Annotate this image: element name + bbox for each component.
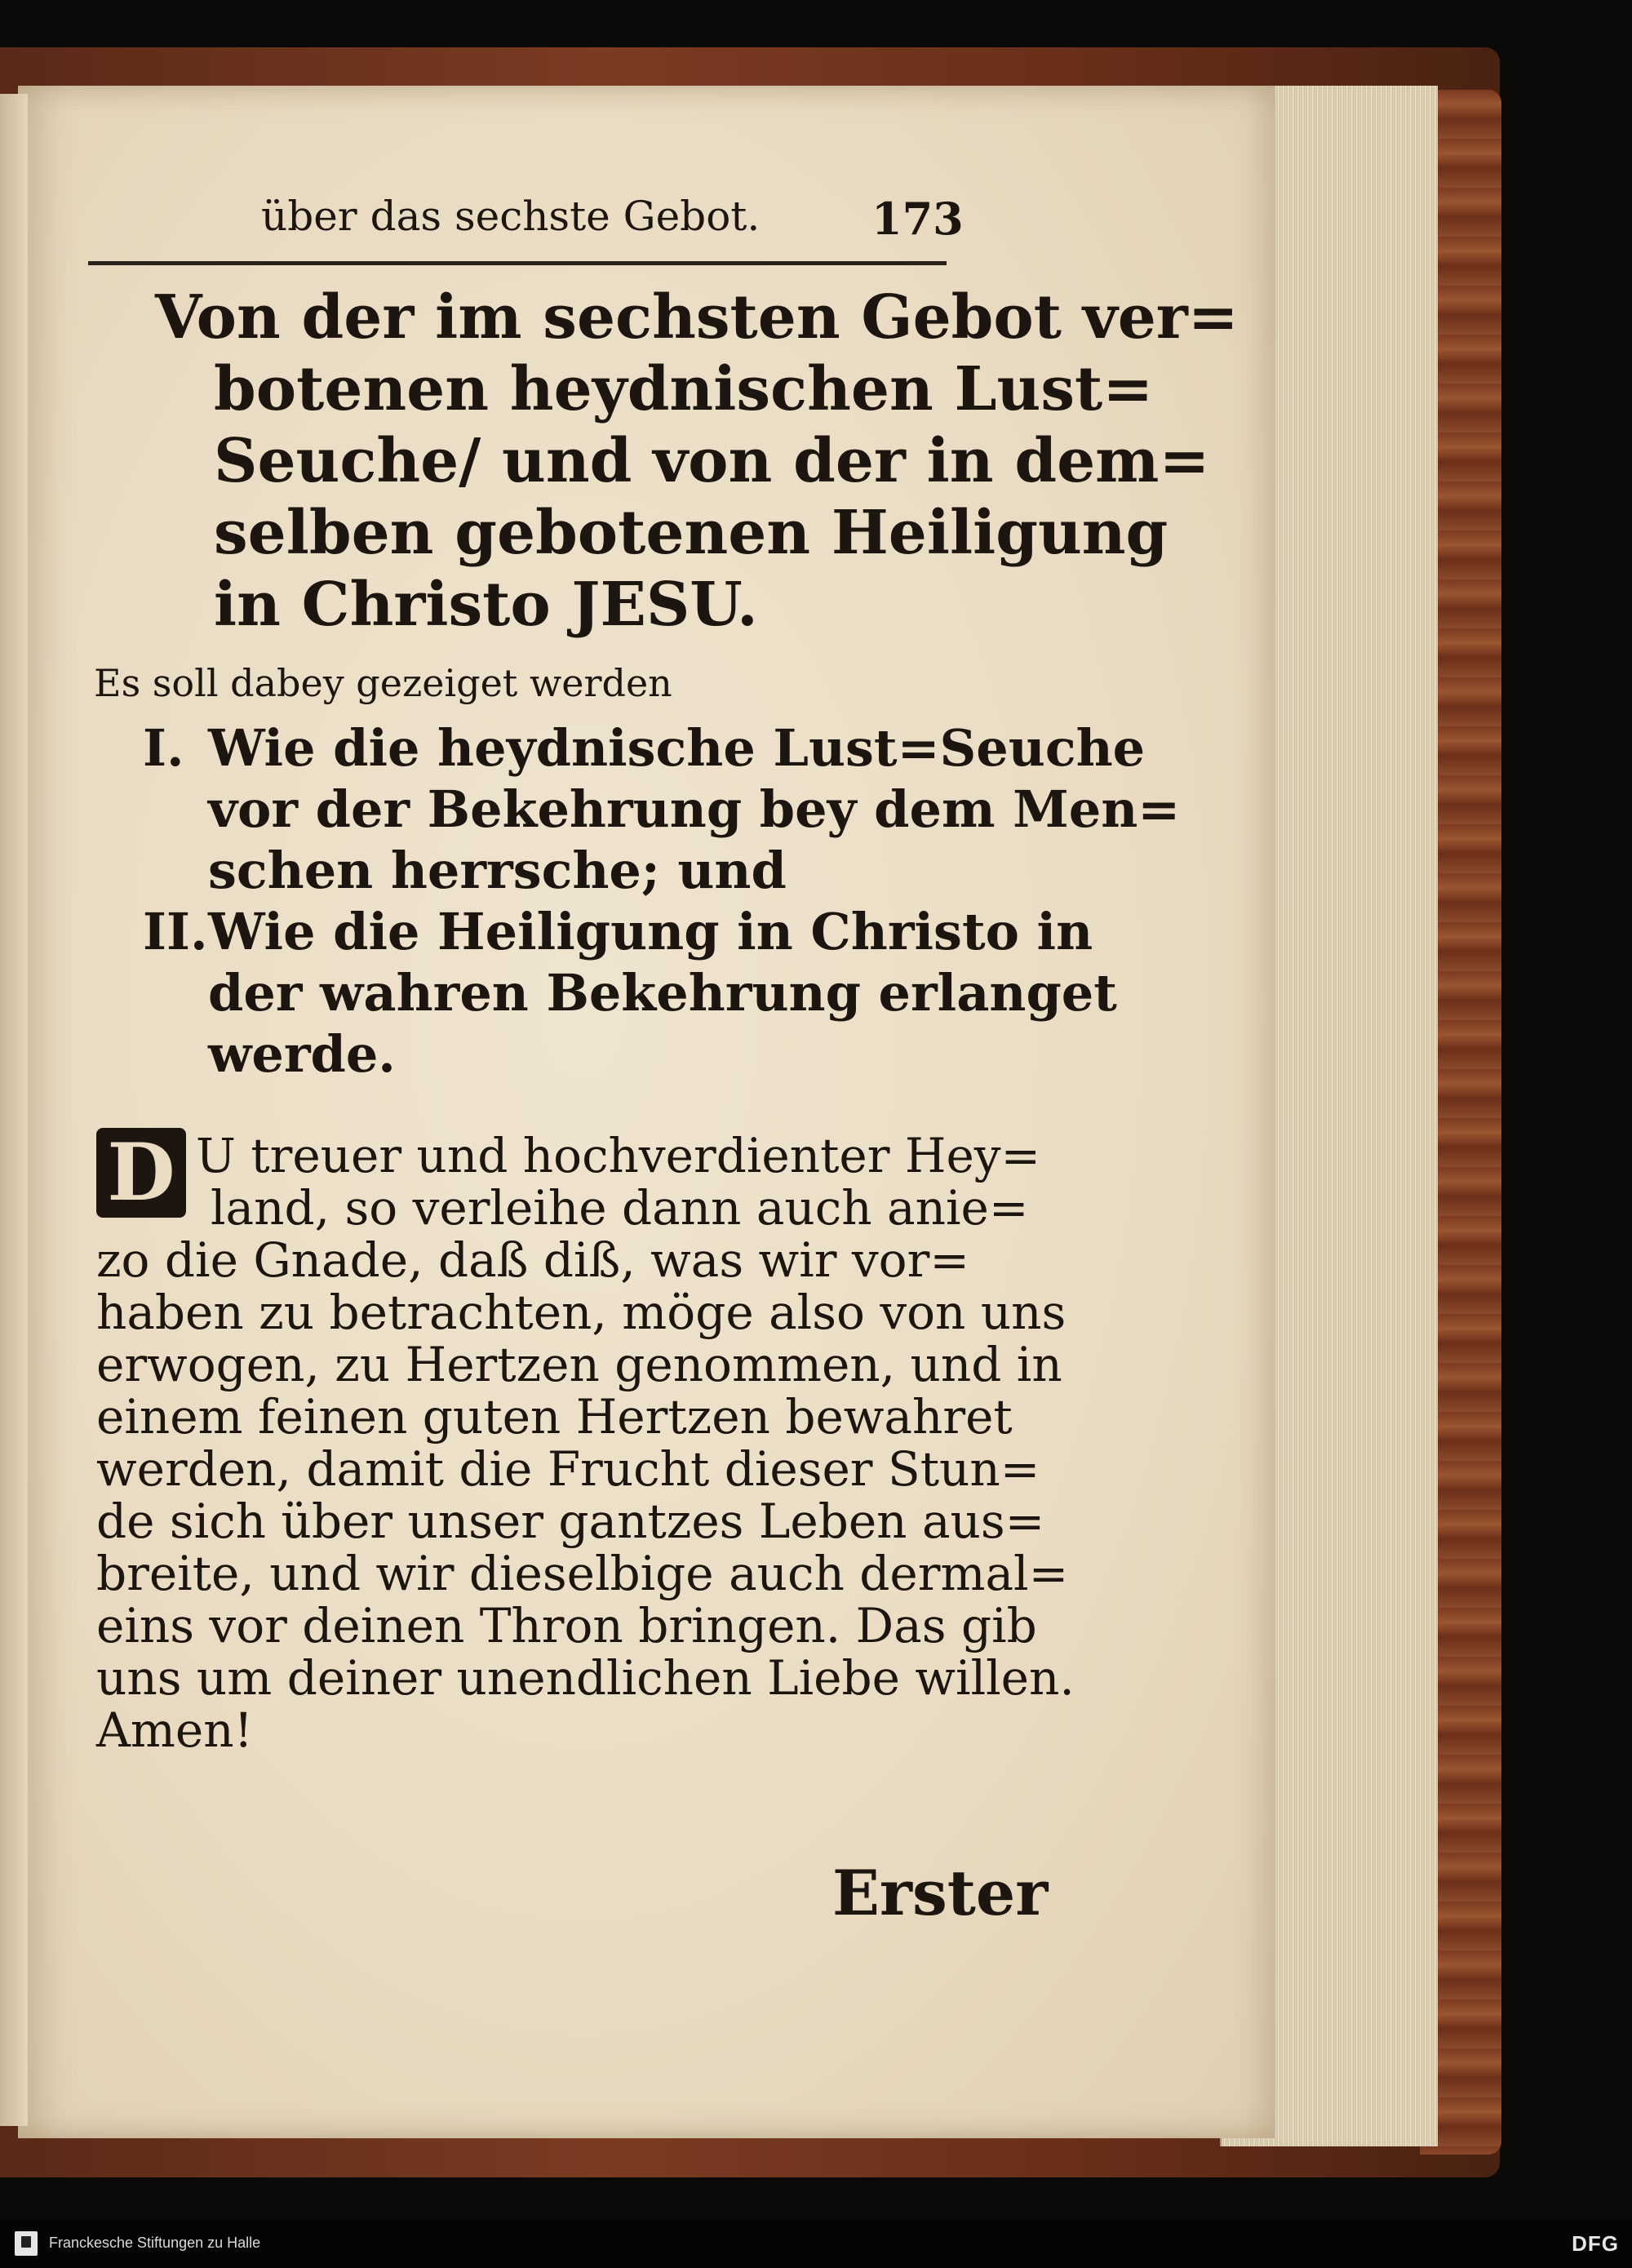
heading-line: botenen heydnischen Lust= xyxy=(214,354,1154,424)
prayer-line: Amen! xyxy=(96,1702,253,1758)
point-line: werde. xyxy=(208,1024,396,1084)
prayer-line: U treuer und hochverdienter Hey= xyxy=(196,1128,1041,1183)
heading-line: Von der im sechsten Gebot ver= xyxy=(155,282,1239,353)
page-number: 173 xyxy=(871,193,964,245)
prayer-line: werden, damit die Frucht dieser Stun= xyxy=(96,1441,1040,1497)
prayer-line: uns um deiner unendlichen Liebe willen. xyxy=(96,1650,1075,1706)
prayer-line: land, so verleihe dann auch anie= xyxy=(211,1180,1029,1236)
intro-text: Es soll dabey gezeiget werden xyxy=(94,661,672,705)
point-line: Wie die Heiligung in Christo in xyxy=(208,902,1093,961)
running-title: über das sechste Gebot. xyxy=(261,193,761,240)
dfg-logo: DFG xyxy=(1572,2231,1619,2256)
institution-logo-icon xyxy=(15,2231,38,2256)
heading-line: in Christo JESU. xyxy=(214,570,758,640)
prayer-line: erwogen, zu Hertzen genommen, und in xyxy=(96,1337,1062,1392)
heading-line: selben gebotenen Heiligung xyxy=(214,498,1169,568)
footer-credit: Franckesche Stiftungen zu Halle xyxy=(49,2235,261,2251)
catchword: Erster xyxy=(832,1857,1049,1929)
prayer-line: breite, und wir dieselbige auch dermal= xyxy=(96,1546,1069,1601)
point-line: der wahren Bekehrung erlanget xyxy=(208,963,1117,1023)
point-numeral: II. xyxy=(143,902,208,961)
prayer-line: zo die Gnade, daß diß, was wir vor= xyxy=(96,1232,969,1288)
header-rule xyxy=(88,261,947,265)
point-numeral: I. xyxy=(143,718,184,778)
prayer-line: haben zu betrachten, möge also von uns xyxy=(96,1285,1067,1340)
prayer-line: einem feinen guten Hertzen bewahret xyxy=(96,1389,1013,1445)
point-line: Wie die heydnische Lust=Seuche xyxy=(208,718,1146,778)
page-gutter xyxy=(0,94,28,2126)
prayer-line: eins vor deinen Thron bringen. Das gib xyxy=(96,1598,1037,1653)
heading-line: Seuche/ und von der in dem= xyxy=(214,426,1210,496)
point-line: vor der Bekehrung bey dem Men= xyxy=(208,779,1181,839)
prayer-line: de sich über unser gantzes Leben aus= xyxy=(96,1494,1045,1549)
drop-cap: D xyxy=(96,1128,186,1218)
point-line: schen herrsche; und xyxy=(208,841,787,900)
